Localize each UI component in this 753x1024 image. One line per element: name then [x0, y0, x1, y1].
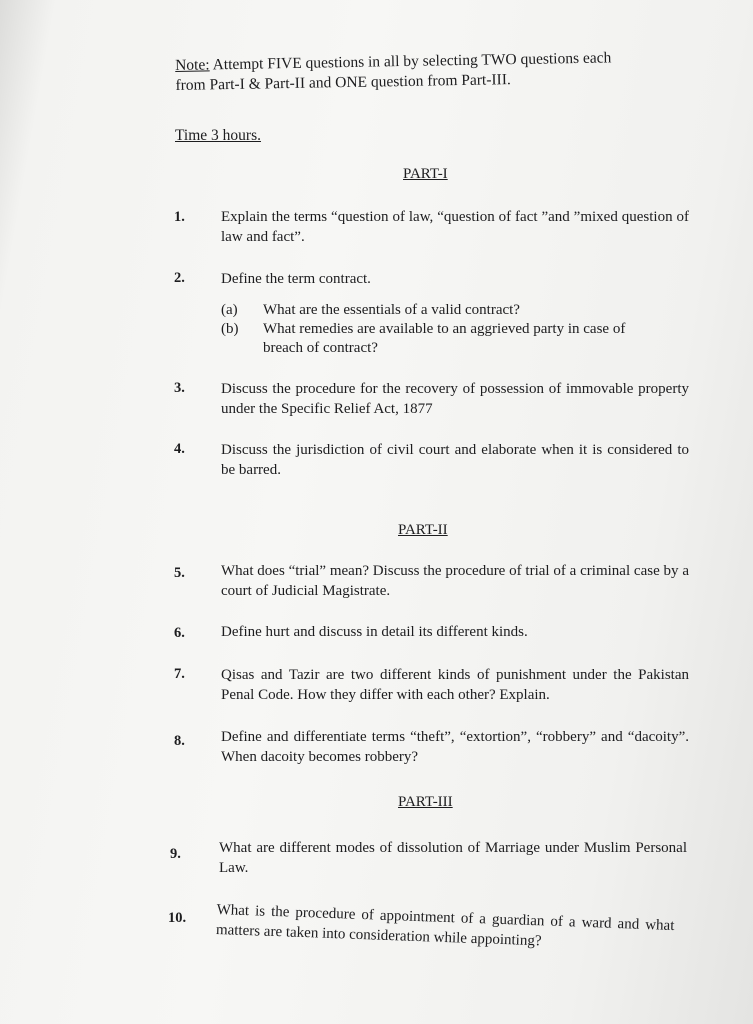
question-text: Qisas and Tazir are two different kinds of punishment under the Pakistan Penal Code. How they differ with each other? Explain. — [221, 667, 689, 703]
question-number: 3. — [174, 380, 185, 396]
question-number: 8. — [174, 733, 185, 749]
sub-question-label: (b) — [221, 321, 239, 337]
note-label: Note: — [175, 56, 210, 74]
sub-question-label: (a) — [221, 302, 238, 318]
question-number: 10. — [168, 910, 187, 926]
question-text: Define and differentiate terms “theft”, “extortion”, “robbery” and “dacoity”. When dacoity becomes robbery? — [221, 729, 689, 765]
question-text: Discuss the jurisdiction of civil court and elaborate when it is considered to be barred. — [221, 442, 689, 478]
sub-question — [221, 301, 683, 320]
note-line-2: from Part-I & Part-II and ONE question from Part-III. — [175, 71, 511, 94]
part-2-heading: PART-II — [398, 522, 448, 538]
question-number: 6. — [174, 625, 185, 641]
question-text: Define hurt and discuss in detail its different kinds. — [221, 624, 528, 640]
question-text: Define the term contract. — [221, 271, 371, 287]
note-line-1: Attempt FIVE questions in all by selecting TWO questions each — [209, 49, 612, 74]
time-allowed: Time 3 hours. — [175, 127, 261, 144]
question-number: 4. — [174, 441, 185, 457]
question-text: Discuss the procedure for the recovery of possession of immovable property under the Specific Relief Act, 1877 — [221, 381, 689, 417]
sub-question-text: What remedies are available to an aggrieved party in case of breach of contract? — [263, 321, 626, 356]
part-1-heading: PART-I — [403, 166, 448, 182]
question-text: What is the procedure of appointment of a guardian of a ward and what matters are taken into consideration while appointing? — [215, 901, 675, 950]
question-number: 7. — [174, 666, 185, 682]
sub-question-text: What are the essentials of a valid contract? — [263, 302, 520, 318]
question-text: Explain the terms “question of law, “question of fact ”and ”mixed question of law and fact”. — [221, 209, 689, 245]
question-text: What does “trial” mean? Discuss the procedure of trial of a criminal case by a court of Judicial Magistrate. — [221, 563, 689, 599]
sub-question — [221, 320, 648, 358]
question-number: 2. — [174, 270, 185, 286]
question-number: 5. — [174, 565, 185, 581]
part-3-heading: PART-III — [398, 794, 453, 810]
question-text: What are different modes of dissolution of Marriage under Muslim Personal Law. — [219, 840, 687, 876]
question-number: 1. — [174, 209, 185, 225]
question-number: 9. — [170, 846, 181, 862]
instructions-note — [175, 47, 706, 96]
